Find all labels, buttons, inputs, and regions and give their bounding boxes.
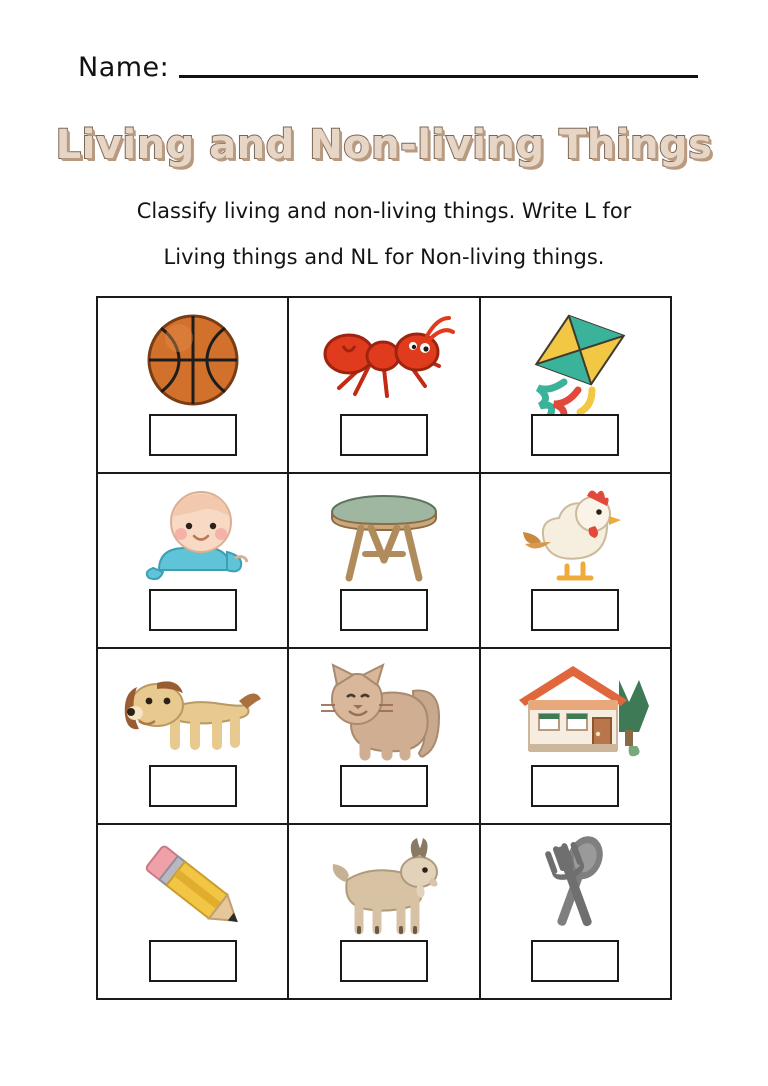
cutlery-icon [490, 831, 660, 943]
name-row [78, 52, 698, 83]
instructions-line-1: Classify living and non-living things. Write L for [136, 199, 632, 223]
grid-cell [98, 649, 289, 825]
answer-box[interactable] [149, 940, 237, 982]
grid-cell [98, 298, 289, 474]
kite-icon [490, 304, 660, 416]
grid-cell [481, 474, 672, 650]
classification-grid [96, 296, 672, 1000]
grid-cell [481, 298, 672, 474]
answer-box[interactable] [149, 414, 237, 456]
pencil-icon [108, 831, 278, 943]
answer-box[interactable] [531, 589, 619, 631]
answer-box[interactable] [149, 589, 237, 631]
answer-box[interactable] [531, 414, 619, 456]
grid-cell [289, 649, 480, 825]
name-label: Name: [78, 52, 170, 83]
table-icon [299, 480, 469, 592]
answer-box[interactable] [340, 589, 428, 631]
grid-cell [481, 649, 672, 825]
grid-cell [98, 474, 289, 650]
grid-cell [289, 825, 480, 1001]
hen-icon [490, 480, 660, 592]
basketball-icon [108, 304, 278, 416]
name-write-line[interactable] [179, 75, 698, 78]
cat-icon [299, 655, 469, 767]
answer-box[interactable] [340, 765, 428, 807]
instructions-line-2: Living things and NL for Non-living things. [163, 245, 605, 269]
grid-cell [289, 298, 480, 474]
page-title: Living and Non-living Things [55, 122, 713, 168]
answer-box[interactable] [340, 940, 428, 982]
answer-box[interactable] [149, 765, 237, 807]
house-icon [490, 655, 660, 767]
grid-cell [481, 825, 672, 1001]
goat-icon [299, 831, 469, 943]
answer-box[interactable] [531, 940, 619, 982]
instructions [64, 188, 704, 280]
answer-box[interactable] [531, 765, 619, 807]
baby-icon [108, 480, 278, 592]
answer-box[interactable] [340, 414, 428, 456]
dog-icon [108, 655, 278, 767]
grid-cell [98, 825, 289, 1001]
grid-cell [289, 474, 480, 650]
ant-icon [299, 304, 469, 416]
